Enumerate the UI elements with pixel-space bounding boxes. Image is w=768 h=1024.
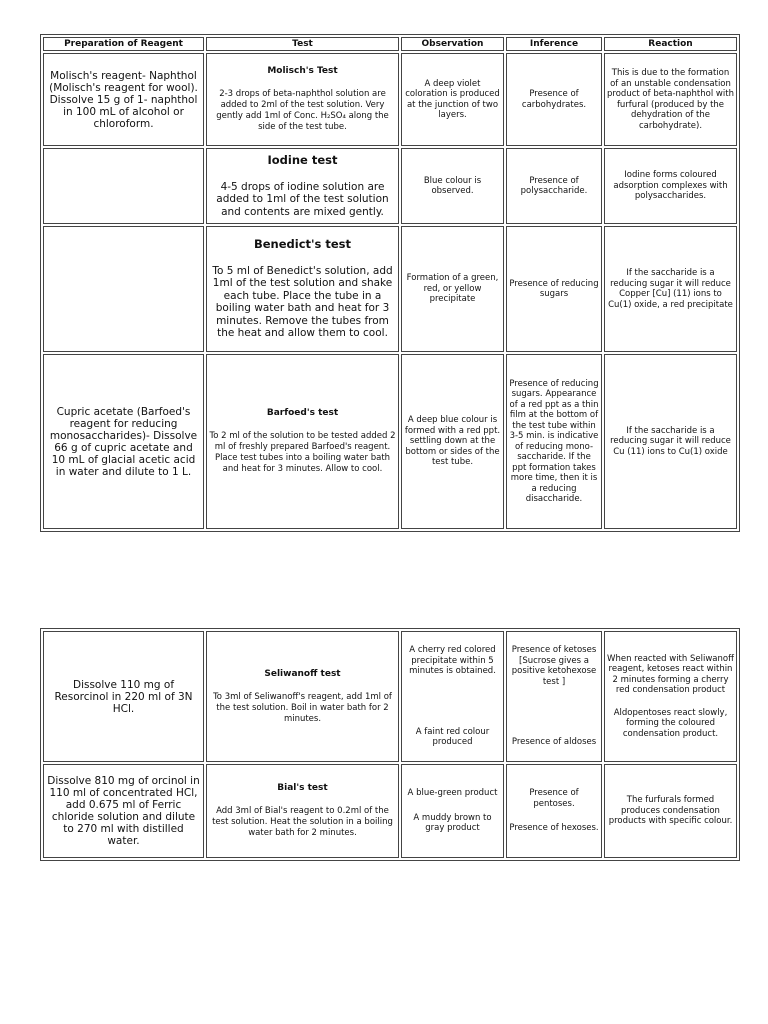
inference-hexoses: Presence of hexoses. — [509, 823, 599, 834]
observation-cell — [401, 631, 504, 762]
inference-cell — [506, 764, 602, 858]
test-procedure: Add 3ml of Bial's reagent to 0.2ml of the test solution. Heat the solution in a boiling water bath for 2 minutes. — [212, 806, 393, 838]
inference-cell: Presence of carbohydrates. — [506, 53, 602, 146]
test-procedure: 4-5 drops of iodine solution are added to 1ml of the test solution and contents are mixed gently. — [216, 180, 389, 218]
test-cell — [206, 226, 399, 352]
test-title: Iodine test — [267, 153, 338, 167]
observation-cell: Formation of a green, red, or yellow precipitate — [401, 226, 504, 352]
header-observation: Observation — [401, 37, 504, 51]
reaction-cell: This is due to the formation of an unstable condensation product of beta-naphthol with furfural (produced by the dehydration of the carbohydrate). — [604, 53, 737, 146]
test-cell — [206, 148, 399, 224]
inference-cell — [506, 631, 602, 762]
observation-aldoses: A faint red colour produced — [415, 726, 490, 748]
header-test: Test — [206, 37, 399, 51]
test-procedure: To 3ml of Seliwanoff's reagent, add 1ml of the test solution. Boil in water bath for 2 minutes. — [213, 691, 392, 724]
reagent-cell — [43, 226, 204, 352]
header-inference: Inference — [506, 37, 602, 51]
test-title: Bial's test — [277, 783, 328, 793]
table-row — [43, 226, 737, 352]
inference-pentoses: Presence of pentoses. — [529, 788, 579, 809]
inference-cell: Presence of reducing sugars. Appearance of a red ppt as a thin film at the bottom of the test tube within 3-5 min. is indicative of reducing mono-saccharide. If the ppt formation takes more time, then it is a reducing disaccharide. — [506, 354, 602, 529]
table-row — [43, 354, 737, 529]
inference-ketoses: Presence of ketoses [Sucrose gives a positive ketohexose test ] — [511, 645, 597, 687]
reaction-ketoses: When reacted with Seliwanoff reagent, ketoses react within 2 minutes forming a cherry red condensation product — [607, 653, 734, 696]
reaction-cell: If the saccharide is a reducing sugar it will reduce Cu (11) ions to Cu(1) oxide — [604, 354, 737, 529]
header-preparation: Preparation of Reagent — [43, 37, 204, 51]
table-row — [43, 148, 737, 224]
test-title: Benedict's test — [253, 237, 352, 252]
observation-cell — [401, 764, 504, 858]
inference-cell: Presence of reducing sugars — [506, 226, 602, 352]
reaction-cell: If the saccharide is a reducing sugar it will reduce Copper [Cu] (11) ions to Cu(1) oxide, a red precipitate — [604, 226, 737, 352]
reagent-cell: Dissolve 110 mg of Resorcinol in 220 ml of 3N HCl. — [43, 631, 204, 762]
test-cell — [206, 53, 399, 146]
test-title: Molisch's Test — [267, 66, 338, 76]
inference-aldoses: Presence of aldoses — [511, 737, 597, 748]
carbohydrate-tests-table — [40, 34, 740, 532]
table-row — [43, 53, 737, 146]
carbohydrate-tests-table-continued — [40, 628, 740, 861]
reagent-cell: Molisch's reagent- Naphthol (Molisch's reagent for wool). Dissolve 15 g of 1- naphthol in 100 mL of alcohol or chloroform. — [43, 53, 204, 146]
test-procedure: 2-3 drops of beta-naphthol solution are added to 2ml of the test solution. Very gently add 1ml of Conc. H₂SO₄ along the side of the test tube. — [216, 89, 389, 132]
test-cell — [206, 631, 399, 762]
test-procedure: To 2 ml of the solution to be tested added 2 ml of freshly prepared Barfoed's reagent. Place test tubes into a boiling water bath and heat for 3 minutes. Allow to cool. — [209, 431, 396, 474]
test-procedure: To 5 ml of Benedict's solution, add 1ml of the test solution and shake each tube. Place the tube in a boiling water bath and heat for 3 minutes. Remove the tubes from the heat and allow them to cool. — [212, 264, 393, 340]
observation-cell: A deep violet coloration is produced at the junction of two layers. — [401, 53, 504, 146]
observation-pentoses: A blue-green product — [407, 788, 498, 799]
header-row — [43, 37, 737, 51]
observation-ketoses: A cherry red colored precipitate within 5 minutes is obtained. — [409, 645, 496, 677]
reagent-cell: Cupric acetate (Barfoed's reagent for reducing monosaccharides)- Dissolve 66 g of cupric acetate and 10 mL of glacial acetic acid in water and dilute to 1 L. — [43, 354, 204, 529]
header-reaction: Reaction — [604, 37, 737, 51]
observation-hexoses: A muddy brown to gray product — [413, 812, 492, 834]
reaction-cell: Iodine forms coloured adsorption complexes with polysaccharides. — [604, 148, 737, 224]
reagent-cell: Dissolve 810 mg of orcinol in 110 ml of concentrated HCl, add 0.675 ml of Ferric chloride solution and dilute to 270 ml with distilled water. — [43, 764, 204, 858]
reaction-cell — [604, 631, 737, 762]
inference-cell: Presence of polysaccharide. — [506, 148, 602, 224]
reaction-aldoses: Aldopentoses react slowly, forming the coloured condensation product. — [613, 707, 728, 739]
test-cell — [206, 354, 399, 529]
table-row — [43, 631, 737, 762]
reagent-cell — [43, 148, 204, 224]
test-title: Seliwanoff test — [264, 668, 341, 679]
test-title: Barfoed's test — [266, 408, 339, 418]
reaction-cell: The furfurals formed produces condensation products with specific colour. — [604, 764, 737, 858]
table-row — [43, 764, 737, 858]
observation-cell: A deep blue colour is formed with a red ppt. settling down at the bottom or sides of the test tube. — [401, 354, 504, 529]
test-cell — [206, 764, 399, 858]
observation-cell: Blue colour is observed. — [401, 148, 504, 224]
